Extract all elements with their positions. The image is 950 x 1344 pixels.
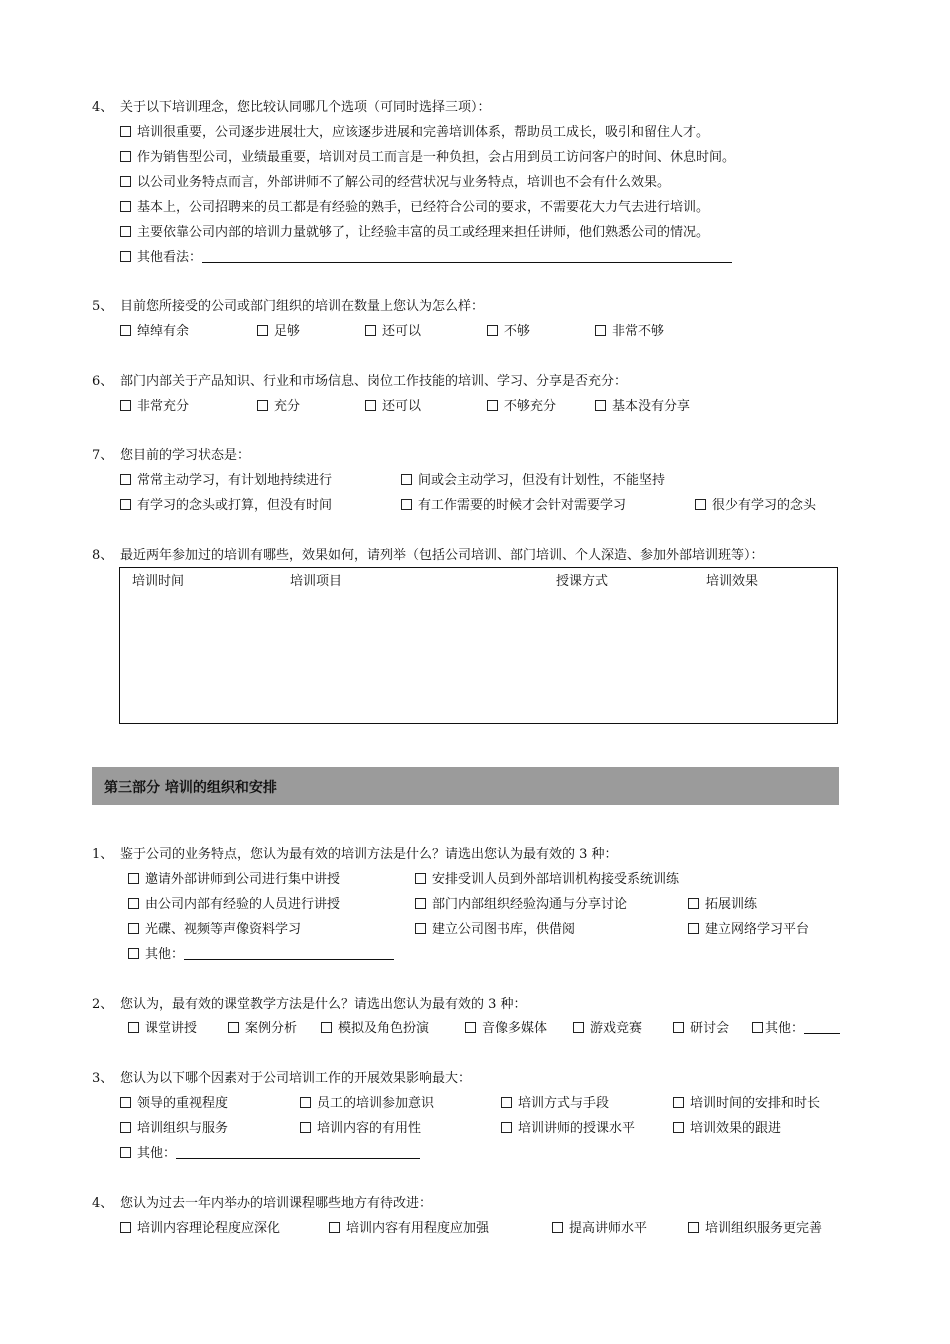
question-text: 您认为以下哪个因素对于公司培训工作的开展效果影响最大： bbox=[120, 1071, 472, 1086]
option-checkbox[interactable]: 很少有学习的念头 bbox=[695, 498, 816, 514]
checkbox-icon[interactable] bbox=[415, 873, 426, 884]
question-text: 目前您所接受的公司或部门组织的培训在数量上您认为怎么样： bbox=[120, 299, 485, 314]
option-checkbox[interactable]: 音像多媒体 bbox=[465, 1021, 547, 1037]
option-checkbox[interactable]: 主要依靠公司内部的培训力量就够了，让经验丰富的员工或经理来担任讲师，他们熟悉公司的情况。 bbox=[120, 225, 709, 241]
column-header: 培训项目 bbox=[290, 574, 343, 589]
option-checkbox[interactable]: 非常充分 bbox=[120, 399, 189, 415]
option-checkbox[interactable]: 培训内容有用程度应加强 bbox=[329, 1221, 489, 1237]
checkbox-icon[interactable] bbox=[752, 1022, 763, 1033]
option-checkbox[interactable]: 培训时间的安排和时长 bbox=[673, 1096, 820, 1112]
option-checkbox[interactable]: 邀请外部讲师到公司进行集中讲授 bbox=[128, 872, 340, 888]
option-checkbox[interactable]: 培训方式与手段 bbox=[501, 1096, 609, 1112]
checkbox-icon[interactable] bbox=[695, 499, 706, 510]
question-number: 6、 bbox=[92, 374, 114, 389]
checkbox-icon[interactable] bbox=[128, 948, 139, 959]
question-number: 5、 bbox=[92, 299, 114, 314]
checkbox-icon[interactable] bbox=[552, 1222, 563, 1233]
question-text: 最近两年参加过的培训有哪些，效果如何，请列举（包括公司培训、部门培训、个人深造、参加外部培训班等）： bbox=[120, 548, 764, 563]
checkbox-icon[interactable] bbox=[120, 499, 131, 510]
option-checkbox[interactable]: 足够 bbox=[257, 324, 300, 340]
other-answer-field[interactable] bbox=[184, 947, 394, 960]
option-checkbox[interactable]: 案例分析 bbox=[228, 1021, 297, 1037]
option-checkbox[interactable]: 光碟、视频等声像资料学习 bbox=[128, 922, 301, 938]
option-checkbox[interactable]: 常常主动学习，有计划地持续进行 bbox=[120, 473, 332, 489]
option-checkbox[interactable]: 安排受训人员到外部培训机构接受系统训练 bbox=[415, 872, 679, 888]
option-checkbox[interactable]: 作为销售型公司，业绩最重要，培训对员工而言是一种负担，会占用到员工访问客户的时间、休息时间。 bbox=[120, 150, 735, 166]
checkbox-icon[interactable] bbox=[673, 1097, 684, 1108]
option-checkbox[interactable]: 拓展训练 bbox=[688, 897, 757, 913]
checkbox-icon[interactable] bbox=[120, 325, 131, 336]
option-checkbox[interactable]: 充分 bbox=[257, 399, 300, 415]
option-checkbox[interactable]: 培训组织服务更完善 bbox=[688, 1221, 822, 1237]
option-checkbox[interactable]: 课堂讲授 bbox=[128, 1021, 197, 1037]
option-checkbox[interactable]: 还可以 bbox=[365, 399, 421, 415]
checkbox-icon[interactable] bbox=[487, 400, 498, 411]
checkbox-icon[interactable] bbox=[487, 325, 498, 336]
checkbox-icon[interactable] bbox=[401, 474, 412, 485]
column-header: 授课方式 bbox=[556, 574, 609, 589]
option-checkbox[interactable]: 不够 bbox=[487, 324, 530, 340]
checkbox-icon[interactable] bbox=[415, 898, 426, 909]
question-number: 4、 bbox=[92, 100, 114, 115]
option-checkbox-other[interactable]: 其他看法： bbox=[120, 250, 732, 266]
option-checkbox[interactable]: 培训内容理论程度应深化 bbox=[120, 1221, 280, 1237]
question-text: 您认为过去一年内举办的培训课程哪些地方有待改进： bbox=[120, 1196, 433, 1211]
option-checkbox[interactable]: 有学习的念头或打算，但没有时间 bbox=[120, 498, 332, 514]
checkbox-icon[interactable] bbox=[673, 1122, 684, 1133]
checkbox-icon[interactable] bbox=[128, 898, 139, 909]
checkbox-icon[interactable] bbox=[595, 400, 606, 411]
option-checkbox[interactable]: 非常不够 bbox=[595, 324, 664, 340]
checkbox-icon[interactable] bbox=[501, 1097, 512, 1108]
question-text: 鉴于公司的业务特点，您认为最有效的培训方法是什么？请选出您认为最有效的 3 种： bbox=[120, 847, 618, 862]
option-checkbox[interactable]: 有工作需要的时候才会针对需要学习 bbox=[401, 498, 626, 514]
checkbox-icon[interactable] bbox=[120, 400, 131, 411]
checkbox-icon[interactable] bbox=[321, 1022, 332, 1033]
checkbox-icon[interactable] bbox=[120, 474, 131, 485]
checkbox-icon[interactable] bbox=[128, 873, 139, 884]
other-answer-field[interactable] bbox=[804, 1021, 840, 1034]
checkbox-icon[interactable] bbox=[120, 151, 131, 162]
checkbox-icon[interactable] bbox=[120, 1147, 131, 1158]
other-answer-field[interactable] bbox=[202, 250, 732, 263]
checkbox-icon[interactable] bbox=[401, 499, 412, 510]
checkbox-icon[interactable] bbox=[300, 1122, 311, 1133]
option-checkbox[interactable]: 培训很重要，公司逐步进展壮大，应该逐步进展和完善培训体系，帮助员工成长，吸引和留住人才。 bbox=[120, 125, 709, 141]
checkbox-icon[interactable] bbox=[595, 325, 606, 336]
option-checkbox[interactable]: 提高讲师水平 bbox=[552, 1221, 647, 1237]
option-checkbox[interactable]: 建立网络学习平台 bbox=[688, 922, 809, 938]
option-checkbox[interactable]: 由公司内部有经验的人员进行讲授 bbox=[128, 897, 340, 913]
checkbox-icon[interactable] bbox=[120, 1122, 131, 1133]
option-checkbox[interactable]: 培训讲师的授课水平 bbox=[501, 1121, 635, 1137]
checkbox-icon[interactable] bbox=[120, 226, 131, 237]
option-checkbox[interactable]: 不够充分 bbox=[487, 399, 556, 415]
checkbox-icon[interactable] bbox=[688, 1222, 699, 1233]
option-checkbox[interactable]: 以公司业务特点而言，外部讲师不了解公司的经营状况与业务特点，培训也不会有什么效果。 bbox=[120, 175, 670, 191]
checkbox-icon[interactable] bbox=[128, 923, 139, 934]
checkbox-icon[interactable] bbox=[120, 1222, 131, 1233]
question-number: 7、 bbox=[92, 448, 114, 463]
checkbox-icon[interactable] bbox=[365, 400, 376, 411]
checkbox-icon[interactable] bbox=[228, 1022, 239, 1033]
option-checkbox-other[interactable]: 其他： bbox=[128, 947, 394, 963]
option-checkbox[interactable]: 部门内部组织经验沟通与分享讨论 bbox=[415, 897, 627, 913]
question-number: 8、 bbox=[92, 548, 114, 563]
option-checkbox[interactable]: 基本没有分享 bbox=[595, 399, 690, 415]
question-text: 部门内部关于产品知识、行业和市场信息、岗位工作技能的培训、学习、分享是否充分： bbox=[120, 374, 628, 389]
option-checkbox[interactable]: 培训内容的有用性 bbox=[300, 1121, 421, 1137]
checkbox-icon[interactable] bbox=[501, 1122, 512, 1133]
checkbox-icon[interactable] bbox=[365, 325, 376, 336]
option-checkbox[interactable]: 建立公司图书库，供借阅 bbox=[415, 922, 575, 938]
option-checkbox[interactable]: 培训组织与服务 bbox=[120, 1121, 228, 1137]
option-checkbox[interactable]: 领导的重视程度 bbox=[120, 1096, 228, 1112]
question-number: 4、 bbox=[92, 1196, 114, 1211]
option-checkbox[interactable]: 培训效果的跟进 bbox=[673, 1121, 781, 1137]
question-text: 您目前的学习状态是： bbox=[120, 448, 251, 463]
option-checkbox[interactable]: 员工的培训参加意识 bbox=[300, 1096, 434, 1112]
option-checkbox[interactable]: 模拟及角色扮演 bbox=[321, 1021, 429, 1037]
option-checkbox[interactable]: 研讨会 bbox=[673, 1021, 729, 1037]
checkbox-icon[interactable] bbox=[329, 1222, 340, 1233]
checkbox-icon[interactable] bbox=[300, 1097, 311, 1108]
training-history-table[interactable] bbox=[119, 567, 838, 724]
checkbox-icon[interactable] bbox=[673, 1022, 684, 1033]
checkbox-icon[interactable] bbox=[120, 201, 131, 212]
other-answer-field[interactable] bbox=[176, 1146, 420, 1159]
section-header bbox=[92, 767, 839, 805]
checkbox-icon[interactable] bbox=[120, 126, 131, 137]
option-checkbox[interactable]: 间或会主动学习，但没有计划性，不能坚持 bbox=[401, 473, 665, 489]
option-checkbox[interactable]: 绰绰有余 bbox=[120, 324, 189, 340]
option-checkbox[interactable]: 基本上，公司招聘来的员工都是有经验的熟手，已经符合公司的要求，不需要花大力气去进行培训。 bbox=[120, 200, 709, 216]
question-text: 关于以下培训理念，您比较认同哪几个选项（可同时选择三项）： bbox=[120, 100, 491, 115]
question-number: 2、 bbox=[92, 997, 114, 1012]
checkbox-icon[interactable] bbox=[120, 251, 131, 262]
checkbox-icon[interactable] bbox=[465, 1022, 476, 1033]
section-title: 第三部分 培训的组织和安排 bbox=[104, 780, 277, 796]
option-checkbox[interactable]: 还可以 bbox=[365, 324, 421, 340]
checkbox-icon[interactable] bbox=[120, 176, 131, 187]
checkbox-icon[interactable] bbox=[688, 923, 699, 934]
checkbox-icon[interactable] bbox=[128, 1022, 139, 1033]
checkbox-icon[interactable] bbox=[257, 400, 268, 411]
checkbox-icon[interactable] bbox=[688, 898, 699, 909]
checkbox-icon[interactable] bbox=[257, 325, 268, 336]
question-text: 您认为，最有效的课堂教学方法是什么？请选出您认为最有效的 3 种： bbox=[120, 997, 527, 1012]
option-checkbox-other[interactable]: 其他： bbox=[120, 1146, 420, 1162]
checkbox-icon[interactable] bbox=[120, 1097, 131, 1108]
column-header: 培训时间 bbox=[132, 574, 185, 589]
option-checkbox-other[interactable]: 其他： bbox=[752, 1021, 840, 1037]
question-number: 1、 bbox=[92, 847, 114, 862]
option-checkbox[interactable]: 游戏竞赛 bbox=[573, 1021, 642, 1037]
question-number: 3、 bbox=[92, 1071, 114, 1086]
column-header: 培训效果 bbox=[706, 574, 759, 589]
checkbox-icon[interactable] bbox=[573, 1022, 584, 1033]
checkbox-icon[interactable] bbox=[415, 923, 426, 934]
